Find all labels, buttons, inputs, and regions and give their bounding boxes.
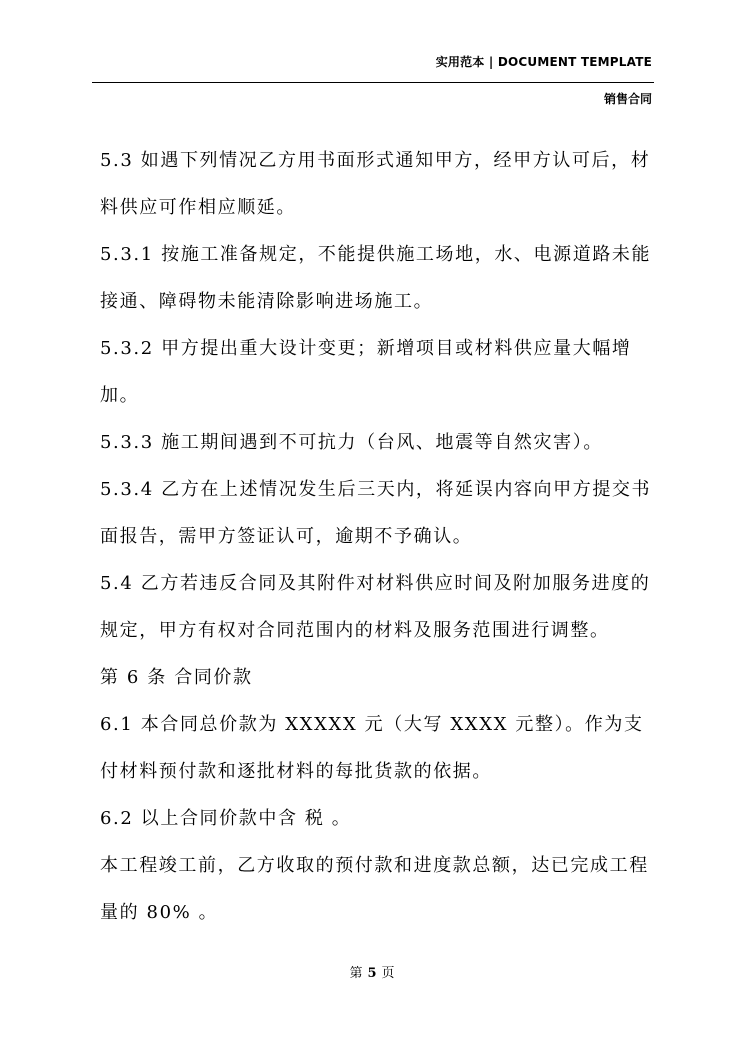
header-subtitle: 销售合同 — [603, 92, 652, 106]
page-prefix: 第 — [349, 966, 363, 981]
article-6-heading: 第 6 条 合同价款 — [100, 667, 253, 688]
document-body — [100, 137, 660, 936]
header-title: 实用范本 | DOCUMENT TEMPLATE — [435, 55, 652, 69]
clause-5-3-4: 5.3.4 乙方在上述情况发生后三天内，将延误内容向甲方提交书面报告，需甲方签证认可，逾期不予确认。 — [100, 479, 652, 547]
clause-5-3-1: 5.3.1 按施工准备规定，不能提供施工场地，水、电源道路未能接通、障碍物未能清除影响进场施工。 — [100, 244, 652, 312]
clause-5-3-3: 5.3.3 施工期间遇到不可抗力（台风、地震等自然灾害）。 — [100, 432, 603, 453]
header-divider — [92, 82, 654, 83]
page-footer — [0, 962, 744, 981]
payment-paragraph: 本工程竣工前，乙方收取的预付款和进度款总额，达已完成工程量的 80% 。 — [100, 855, 649, 923]
clause-5-3: 5.3 如遇下列情况乙方用书面形式通知甲方，经甲方认可后，材料供应可作相应顺延。 — [100, 150, 651, 218]
clause-5-3-2: 5.3.2 甲方提出重大设计变更；新增项目或材料供应量大幅增加。 — [100, 338, 632, 406]
page-number: 5 — [367, 966, 377, 981]
clause-6-1: 6.1 本合同总价款为 XXXXX 元（大写 XXXX 元整）。作为支付材料预付款和逐批材料的每批货款的依据。 — [100, 714, 644, 782]
clause-6-2: 6.2 以上合同价款中含 税 。 — [100, 808, 352, 829]
page-suffix: 页 — [381, 966, 395, 981]
clause-5-4: 5.4 乙方若违反合同及其附件对材料供应时间及附加服务进度的规定，甲方有权对合同范围内的材料及服务范围进行调整。 — [100, 573, 651, 641]
